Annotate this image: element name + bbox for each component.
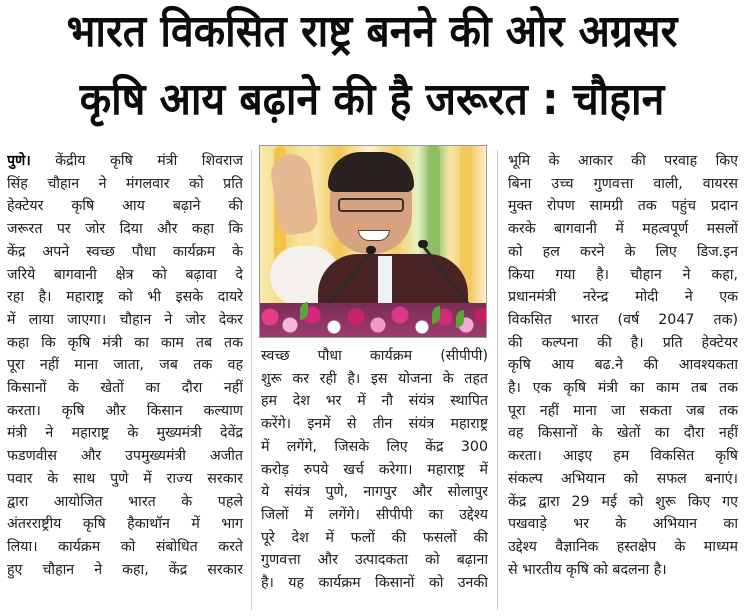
- text-line: मुक्त रोपण सामग्री तक पहुंच प्रदान: [508, 198, 738, 215]
- article-column-left: [7, 150, 243, 581]
- column-rule-right: [497, 150, 498, 610]
- text-line: पूरा नहीं माना जा सकता जब तक: [508, 402, 738, 419]
- microphone-icon: [418, 240, 428, 248]
- text-line: किसानों के खेतों का दौरा नहीं: [7, 380, 243, 397]
- article-column-middle: [261, 345, 488, 595]
- text-line: की कल्पना की है। प्रति हेक्टेयर: [508, 334, 738, 351]
- photo-hair: [328, 152, 414, 192]
- text-line: से भारतीय कृषि को बदलना है।: [508, 561, 667, 578]
- text-line: है। एक कृषि मंत्री का काम तब तक: [508, 380, 738, 397]
- text-line: जरिये बागवानी क्षेत्र को बढ़ावा दे: [7, 266, 243, 283]
- text-line: किया गया है। चौहान ने कहा,: [508, 266, 738, 283]
- text-line: हेक्टेयर कृषि आय बढ़ाने की: [7, 198, 243, 215]
- text-line: में लाया जाएगा। चौहान ने जोर देकर: [7, 311, 243, 328]
- text-line: प्रधानमंत्री नरेन्द्र मोदी ने एक: [508, 289, 738, 306]
- microphone-icon: [366, 246, 376, 254]
- text-line: रहा है। महाराष्ट्र को भी इसके दायरे: [7, 289, 243, 306]
- text-line: फडणवीस और उपमुख्यमंत्री अजीत: [7, 448, 243, 465]
- text-line: अंतरराष्ट्रीय कृषि हैकाथॉन में भाग: [7, 516, 243, 533]
- news-photo: [259, 145, 487, 338]
- text-line: गुणवत्ता और उत्पादकता को बढ़ाना: [261, 552, 488, 569]
- article-column-right: [508, 150, 738, 581]
- text-line: करता। आइए हम विकसित कृषि: [508, 448, 738, 465]
- text-line: हम देश भर में नौ संयंत्र स्थापित: [261, 393, 488, 410]
- headline-line-1: भारत विकसित राष्ट्र बनने की ओर अग्रसर: [66, 6, 678, 57]
- text-line: पखवाड़े भर के अभियान का: [508, 516, 738, 533]
- headline-line-2: कृषि आय बढ़ाने की है जरूरत : चौहान: [79, 74, 665, 125]
- photo-flowers: [260, 303, 487, 337]
- column-rule-left: [251, 150, 252, 610]
- text-line: उद्देश्य वैज्ञानिक हस्तक्षेप के माध्यम: [508, 538, 738, 555]
- text-line: स्वच्छ पौधा कार्यक्रम (सीपीपी): [261, 348, 488, 364]
- text-line: सिंह चौहान ने मंगलवार को प्रति: [7, 175, 243, 192]
- text-line: पूरा नहीं माना जाता, जब तक वह: [7, 357, 243, 374]
- text-line: करता। कृषि और किसान कल्याण: [7, 402, 243, 419]
- text-line: लिया। कार्यक्रम को संबोधित करते: [7, 538, 243, 555]
- text-line: ये संयंत्र पुणे, नागपुर और सोलापुर: [261, 484, 488, 501]
- text-line: मंत्री ने महाराष्ट्र के मुख्यमंत्री देवेंद्र: [7, 425, 243, 442]
- text-line: है। यह कार्यक्रम किसानों को उनकी: [261, 575, 488, 592]
- text-line: केंद्र द्वारा 29 मई को शुरू किए गए: [508, 493, 738, 510]
- photo-glasses: [338, 198, 404, 212]
- text-line: द्वारा आयोजित भारत के पहले: [7, 493, 243, 510]
- text-line: संकल्प अभियान को सफल बनाएं।: [508, 470, 738, 487]
- text-line: वह किसानों के खेतों का दौरा नहीं: [508, 425, 738, 442]
- text-line: पवार के साथ पुणे में राज्य सरकार: [7, 470, 243, 487]
- text-line: में लगेंगे, जिसके लिए केंद्र 300: [261, 438, 488, 455]
- text-line: बिना उच्च गुणवत्ता वाली, वायरस: [508, 175, 738, 192]
- text-line: जरूरत पर जोर दिया और कहा कि: [7, 221, 243, 238]
- text-line: करोड़ रुपये खर्च करेगा। महाराष्ट्र में: [261, 461, 488, 478]
- text-line: पुणे। केंद्रीय कृषि मंत्री शिवराज: [7, 153, 243, 169]
- text-line: विकसित भारत (वर्ष 2047 तक): [508, 311, 738, 328]
- text-line: कृषि आय बढ.ने की आवश्यकता: [508, 357, 738, 374]
- text-line: भूमि के आकार की परवाह किए: [508, 153, 738, 169]
- text-line: हुए चौहान ने कहा, केंद्र सरकार: [7, 561, 243, 578]
- text-line: करेंगे। इनमें से तीन संयंत्र महाराष्ट्र: [261, 416, 488, 433]
- text-line: कहा कि कृषि मंत्री का काम तब तक: [7, 334, 243, 351]
- text-line: पूरे देश में फलों की फसलों की: [261, 529, 488, 546]
- text-line: केंद्र अपने स्वच्छ पौधा कार्यक्रम के: [7, 243, 243, 260]
- text-line: करके बागवानी में महत्वपूर्ण मसलों: [508, 221, 738, 238]
- text-line: को हल करने के लिए डिज.इन: [508, 243, 738, 260]
- text-line: शुरू कर रही है। इस योजना के तहत: [261, 370, 488, 387]
- dateline: पुणे।: [7, 153, 31, 169]
- text-line: जिलों में लगेंगे। सीपीपी का उद्देश्य: [261, 506, 488, 523]
